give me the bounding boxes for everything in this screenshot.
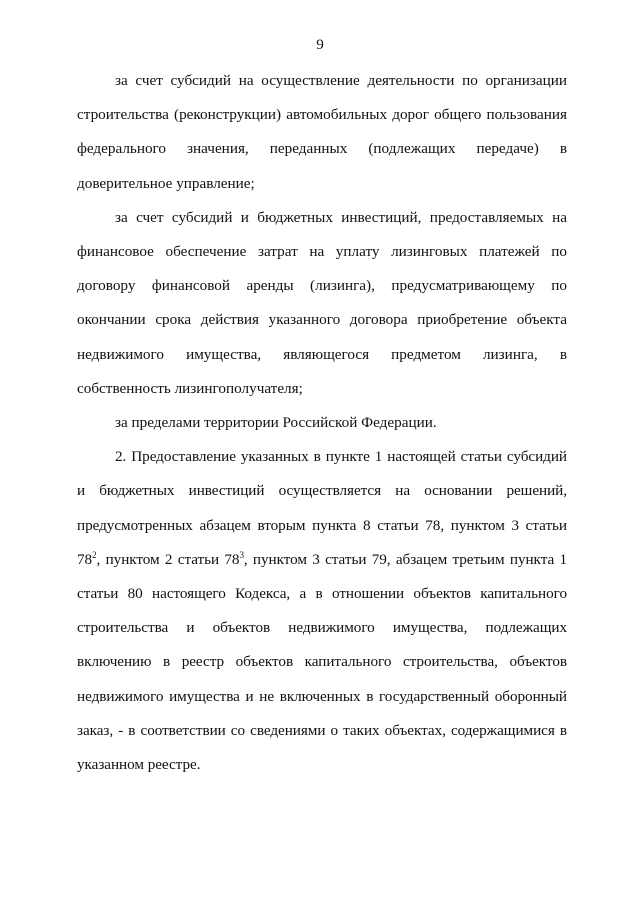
paragraph-subsidies-leasing: за счет субсидий и бюджетных инвестиций, предоставляемых на финансовое обеспечение затрат на уплату лизинговых платежей по договору финансовой аренды (лизинга), предусматривающему по окончании срока действия указанного договора приобретение объекта недвижимого имущества, являющегося предметом лизинга, в собственность лизингополучателя; <box>77 208 567 397</box>
document-body <box>77 64 567 782</box>
paragraph-point-2-part-3: , пунктом 3 статьи 79, абзацем третьим пункта 1 статьи 80 настоящего Кодекса, а в отношении объектов капитального строительства и объектов недвижимого имущества, подлежащих включению в реестр объектов капитального строительства, объектов недвижимого имущества и не включенных в государственный оборонный заказ, - в соответствии со сведениями о таких объектах, содержащимися в указанном реестре. <box>77 550 567 774</box>
paragraph-subsidies-roads: за счет субсидий на осуществление деятельности по организации строительства (реконструкции) автомобильных дорог общего пользования федерального значения, переданных (подлежащих передаче) в доверительное управление; <box>77 72 567 192</box>
paragraph-point-2 <box>77 440 567 782</box>
superscript-2: 2 <box>92 549 97 560</box>
paragraph-point-2-part-1: 2. Предоставление указанных в пункте 1 настоящей статьи субсидий и бюджетных инвестиций осуществляется на основании решений, предусмотренных абзацем вторым пункта 8 статьи 78, пунктом 3 статьи 78 <box>77 448 567 568</box>
superscript-3: 3 <box>239 549 244 560</box>
paragraph-outside-territory: за пределами территории Российской Федерации. <box>115 414 437 432</box>
paragraph-point-2-part-2: , пунктом 2 статьи 78 <box>96 550 240 568</box>
page-number: 9 <box>316 36 324 53</box>
